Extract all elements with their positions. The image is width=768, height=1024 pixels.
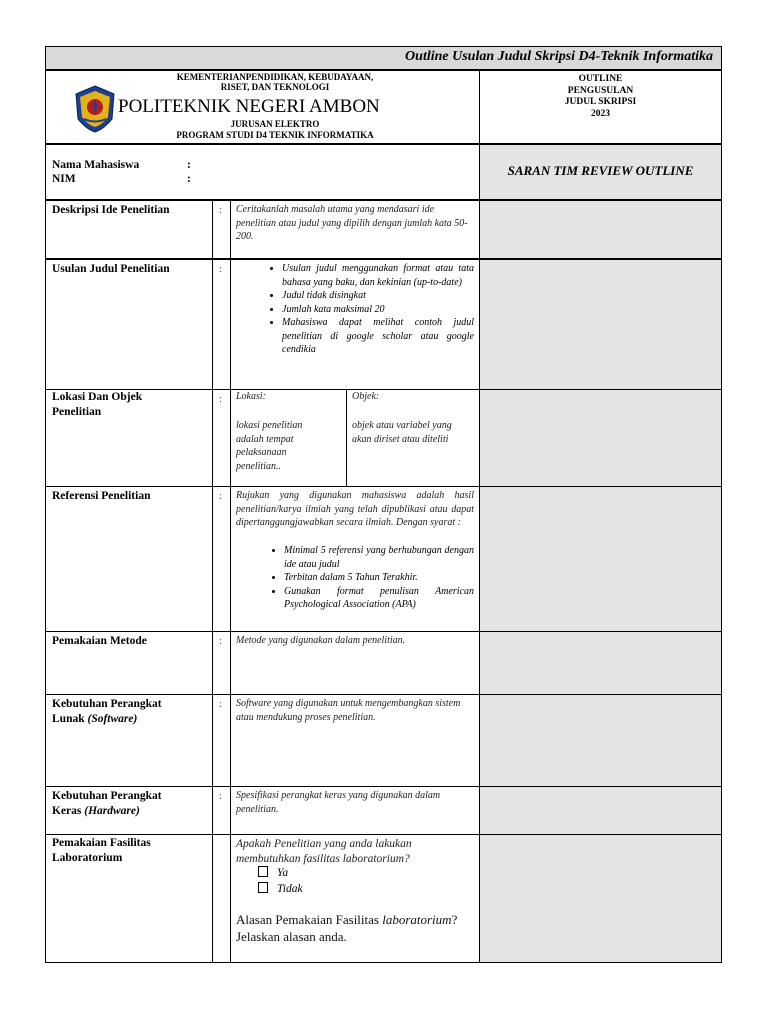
row-software-review-cell[interactable] (479, 694, 722, 787)
ministry-line-1: KEMENTERIANPENDIDIKAN, KEBUDAYAAN, (176, 72, 374, 82)
row-lokasi-review-cell[interactable] (479, 389, 722, 487)
title-pengusulan: PENGUSULAN (567, 85, 634, 96)
referensi-colon: : (219, 490, 223, 502)
software-label-italic: (Software) (87, 713, 138, 725)
usulan-bullet-4: • Mahasiswa dapat melihat contoh judul penelitian di google scholar atau google cendikia (282, 316, 474, 357)
hardware-label-plain: Keras (52, 805, 85, 817)
lokasi-colon: : (219, 393, 223, 405)
lokasi-title: Lokasi: (236, 391, 266, 402)
usulan-colon: : (219, 263, 223, 275)
referensi-bullet-list (236, 544, 474, 612)
lab-option-yes-label: Ya (277, 867, 289, 879)
student-nim-colon: : (187, 173, 191, 185)
lab-option-no-label: Tidak (277, 883, 303, 895)
usulan-bullet-list (236, 262, 474, 357)
row-deskripsi-review-cell[interactable] (479, 200, 722, 259)
title-outline: OUTLINE (578, 74, 623, 84)
polnam-logo-icon (74, 85, 116, 133)
lokasi-label-line1: Lokasi Dan Objek (52, 391, 143, 403)
software-label-plain: Lunak (52, 713, 88, 725)
metode-label: Pemakaian Metode (52, 635, 147, 647)
row-hardware-review-cell[interactable] (479, 786, 722, 835)
title-year: 2023 (591, 108, 610, 119)
lab-reason-italic: laboratorium (382, 912, 452, 927)
row-usulan-label-cell (45, 259, 213, 390)
hardware-label-line1: Kebutuhan Perangkat (52, 790, 162, 802)
software-colon: : (219, 698, 223, 710)
row-lab-colon-cell (212, 834, 231, 963)
row-referensi-review-cell[interactable] (479, 486, 722, 632)
referensi-bullet-2: • Terbitan dalam 5 Tahun Terakhir. (284, 571, 474, 585)
department-name: JURUSAN ELEKTRO (230, 119, 320, 129)
row-metode-review-cell[interactable] (479, 631, 722, 695)
usulan-bullet-1: • Usulan judul menggunakan format atau tata bahasa yang baku, dan kekinian (up-to-date) (282, 262, 474, 289)
student-name-label: Nama Mahasiswa (52, 159, 140, 171)
metode-text: Metode yang digunakan dalam penelitian. (236, 635, 406, 646)
lab-question: Apakah Penelitian yang anda lakukan membutuhkan fasilitas laboratorium? (236, 838, 412, 865)
lab-label-line1: Pemakaian Fasilitas (52, 837, 151, 849)
program-name: PROGRAM STUDI D4 TEKNIK INFORMATIKA (176, 130, 374, 140)
software-label-line1: Kebutuhan Perangkat (52, 698, 162, 710)
metode-colon: : (219, 635, 223, 647)
referensi-bullet-1: • Minimal 5 referensi yang berhubungan dengan ide atau judul (284, 544, 474, 571)
ministry-line-2: RISET, DAN TEKNOLOGI (220, 82, 330, 92)
usulan-bullet-2: • Judul tidak disingkat (282, 289, 474, 303)
lab-option-yes[interactable] (258, 866, 288, 879)
lab-reason-end: ? (451, 912, 458, 927)
student-name-value[interactable] (200, 156, 470, 171)
checkbox-yes-icon[interactable] (258, 866, 268, 877)
row-usulan-review-cell[interactable] (479, 259, 722, 390)
objek-text: objek atau variabel yang akan diriset atau diteliti (352, 420, 452, 445)
review-header-text: SARAN TIM REVIEW OUTLINE (507, 163, 694, 178)
document-header-text: Outline Usulan Judul Skripsi D4-Teknik Informatika (405, 49, 713, 64)
lab-option-no[interactable] (258, 882, 303, 895)
student-name-colon: : (187, 159, 191, 171)
lokasi-label-line2: Penelitian (52, 406, 102, 418)
hardware-label-italic: (Hardware) (84, 805, 140, 817)
software-label-line2 (52, 712, 137, 727)
usulan-bullet-3: • Jumlah kata maksimal 20 (282, 303, 474, 317)
student-nim-label: NIM (52, 173, 76, 185)
hardware-text: Spesifikasi perangkat keras yang digunakan dalam penelitian. (236, 790, 441, 815)
lab-reason-plain: Alasan Pemakaian Fasilitas (236, 912, 383, 927)
deskripsi-text: Ceritakanlah masalah utama yang mendasari ide penelitian atau judul yang dipilih dengan jumlah kata 50-200. (236, 204, 468, 242)
institution-name: POLITEKNIK NEGERI AMBON (118, 96, 380, 117)
hardware-colon: : (219, 790, 223, 802)
row-referensi-colon-cell (212, 486, 231, 632)
referensi-text: Rujukan yang digunakan mahasiswa adalah hasil penelitian/karya ilmiah yang telah dipublikasi atau dapat dipertanggungjawabkan secara ilmiah. Dengan syarat : (236, 490, 474, 528)
objek-title: Objek: (352, 391, 380, 402)
lab-label-line2: Laboratorium (52, 852, 123, 864)
student-nim-value[interactable] (200, 170, 470, 185)
checkbox-no-icon[interactable] (258, 882, 268, 893)
title-judul-skripsi: JUDUL SKRIPSI (564, 97, 637, 107)
software-text: Software yang digunakan untuk mengembangkan sistem atau mendukung proses penelitian. (236, 698, 461, 723)
lab-reason-line1 (236, 912, 457, 928)
referensi-label: Referensi Penelitian (52, 490, 151, 502)
usulan-label: Usulan Judul Penelitian (52, 263, 170, 275)
deskripsi-label: Deskripsi Ide Penelitian (52, 204, 170, 216)
hardware-label-line2 (52, 804, 140, 819)
row-referensi-label-cell (45, 486, 213, 632)
referensi-bullet-3: • Gunakan format penulisan American Psychological Association (APA) (284, 585, 474, 612)
lokasi-text: lokasi penelitian adalah tempat pelaksanaan penelitian.. (236, 420, 303, 472)
document-header-bar (45, 46, 722, 70)
row-lab-review-cell[interactable] (479, 834, 722, 963)
deskripsi-colon: : (219, 204, 223, 216)
row-usulan-colon-cell (212, 259, 231, 390)
lab-reason-line2: Jelaskan alasan anda. (236, 929, 347, 944)
